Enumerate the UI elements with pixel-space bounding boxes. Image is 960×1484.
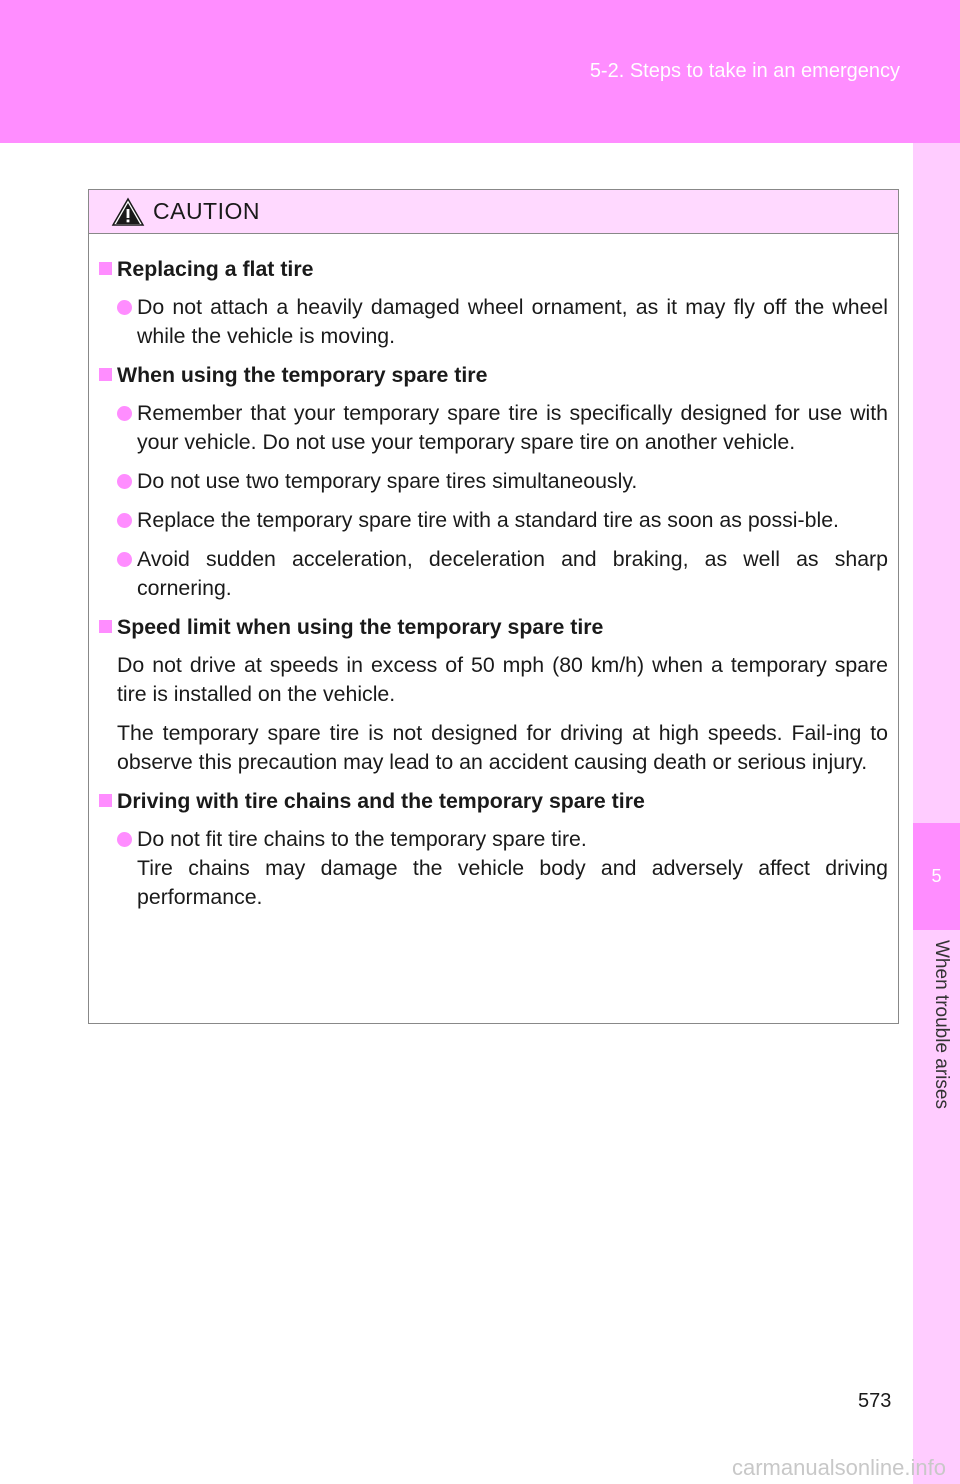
bullet-item: Remember that your temporary spare tire is specifically designed for use with your vehicle. Do not use your temporary spare tire on another vehicle.: [99, 399, 888, 457]
paragraph: The temporary spare tire is not designed for driving at high speeds. Fail-ing to observe this precaution may lead to an accident causing death or serious injury.: [117, 721, 888, 774]
caution-title: CAUTION: [153, 198, 260, 224]
chapter-side-tab: [913, 143, 960, 1484]
round-bullet-icon: [117, 300, 132, 315]
chapter-label: When trouble arises: [931, 940, 952, 1109]
warning-triangle-icon: [111, 197, 145, 227]
caution-content: [89, 234, 898, 912]
section-heading: When using the temporary spare tire: [99, 361, 888, 390]
bullet-item: Avoid sudden acceleration, deceleration and braking, as well as sharp cornering.: [99, 545, 888, 603]
bullet-item: Do not attach a heavily damaged wheel ornament, as it may fly off the wheel while the vehicle is moving.: [99, 293, 888, 351]
round-bullet-icon: [117, 513, 132, 528]
bullet-item: Do not use two temporary spare tires simultaneously.: [99, 467, 888, 496]
bullet-item: Do not fit tire chains to the temporary spare tire. Tire chains may damage the vehicle body and adversely affect driving performance.: [99, 825, 888, 912]
section-heading: Replacing a flat tire: [99, 255, 888, 284]
page-number: 573: [858, 1390, 892, 1412]
page-header: [0, 0, 960, 143]
caution-header: [89, 190, 898, 234]
section-heading: Speed limit when using the temporary spare tire: [99, 613, 888, 642]
square-bullet-icon: [99, 368, 112, 381]
bullet-item: Replace the temporary spare tire with a standard tire as soon as possi-ble.: [99, 506, 888, 535]
section-heading: Driving with tire chains and the temporary spare tire: [99, 787, 888, 816]
section-title: 5-2. Steps to take in an emergency: [589, 60, 900, 82]
square-bullet-icon: [99, 620, 112, 633]
square-bullet-icon: [99, 262, 112, 275]
round-bullet-icon: [117, 832, 132, 847]
paragraph: Do not drive at speeds in excess of 50 mph (80 km/h) when a temporary spare tire is installed on the vehicle.: [117, 653, 888, 706]
round-bullet-icon: [117, 552, 132, 567]
round-bullet-icon: [117, 406, 132, 421]
watermark: carmanualsonline.info: [731, 1455, 946, 1480]
square-bullet-icon: [99, 794, 112, 807]
round-bullet-icon: [117, 474, 132, 489]
chapter-number: 5: [913, 823, 960, 930]
caution-box: [88, 189, 899, 1024]
